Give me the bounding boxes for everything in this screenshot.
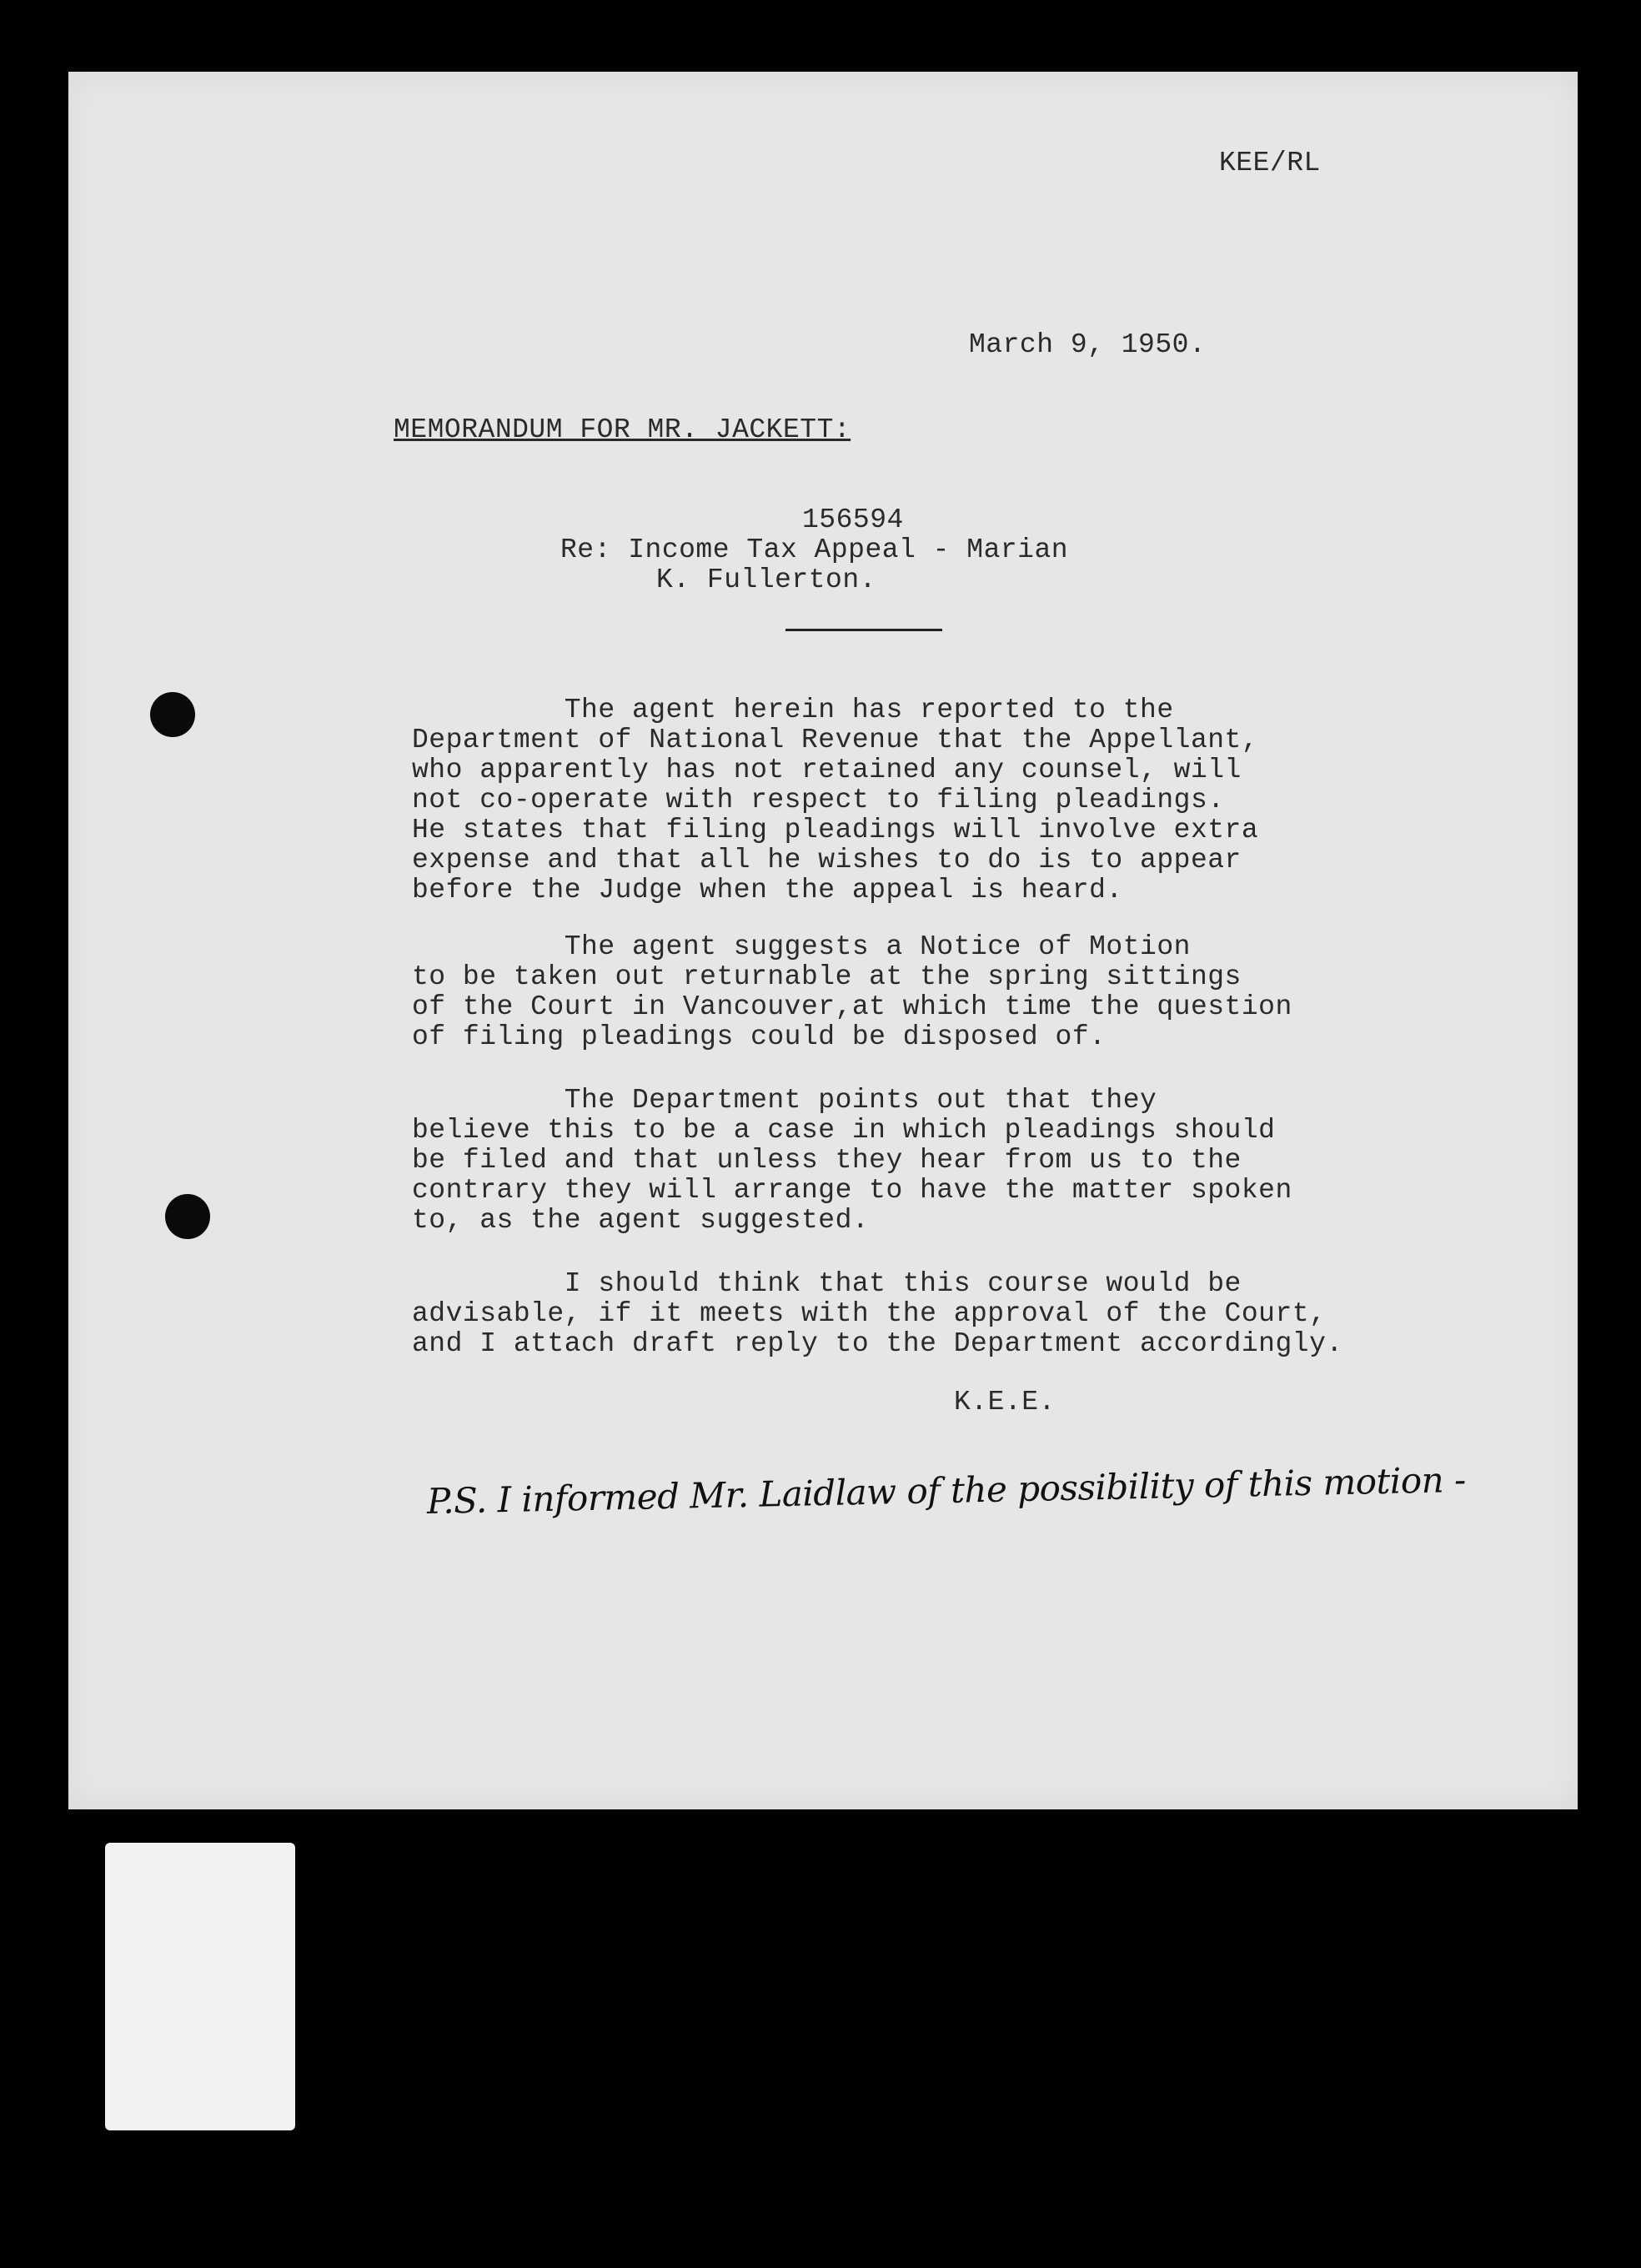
paragraph-line: contrary they will arrange to have the matter spoken [412,1175,1292,1206]
paragraph-line: who apparently has not retained any counsel, will [412,755,1242,785]
paragraph-line: to, as the agent suggested. [412,1205,870,1236]
paragraph-2 [412,932,1292,1052]
memo-date: March 9, 1950. [969,329,1207,360]
paragraph-line: of the Court in Vancouver,at which time the question [412,991,1292,1022]
paragraph-4 [412,1269,1343,1359]
signoff-initials: K.E.E. [954,1387,1056,1418]
paragraph-line: Department of National Revenue that the Appellant, [412,725,1259,755]
subject-line-2: K. Fullerton. [656,564,876,595]
handwritten-postscript: P.S. I informed Mr. Laidlaw of the possibility of this motion - [426,1458,1467,1522]
memo-page [68,72,1578,1809]
punch-hole-bottom [165,1194,210,1239]
paragraph-line: expense and that all he wishes to do is to appear [412,845,1242,876]
paragraph-line: be filed and that unless they hear from us to the [412,1145,1242,1176]
paragraph-line: He states that filing pleadings will involve extra [412,815,1259,845]
punch-hole-top [150,692,195,737]
paragraph-line: The Department points out that they [412,1085,1157,1116]
paragraph-line: The agent suggests a Notice of Motion [412,931,1191,962]
paragraph-line: to be taken out returnable at the spring sittings [412,961,1242,992]
reference-code: KEE/RL [1219,148,1321,178]
paragraph-line: and I attach draft reply to the Department accordingly. [412,1328,1343,1359]
paragraph-line: before the Judge when the appeal is heard. [412,875,1123,906]
paragraph-3 [412,1086,1292,1236]
paragraph-1 [412,695,1258,906]
subject-line-1: Re: Income Tax Appeal - Marian [560,534,1069,565]
memo-title: MEMORANDUM FOR MR. JACKETT: [394,414,851,445]
paragraph-line: I should think that this course would be [412,1268,1242,1299]
paragraph-line: believe this to be a case in which pleadings should [412,1115,1276,1146]
paragraph-line: not co-operate with respect to filing pleadings. [412,785,1225,815]
blank-slip [105,1843,295,2130]
paragraph-line: The agent herein has reported to the [412,695,1174,725]
paragraph-line: of filing pleadings could be disposed of. [412,1021,1107,1052]
file-number: 156594 [802,504,904,535]
paragraph-line: advisable, if it meets with the approval of the Court, [412,1298,1327,1329]
subject-divider [785,629,942,631]
